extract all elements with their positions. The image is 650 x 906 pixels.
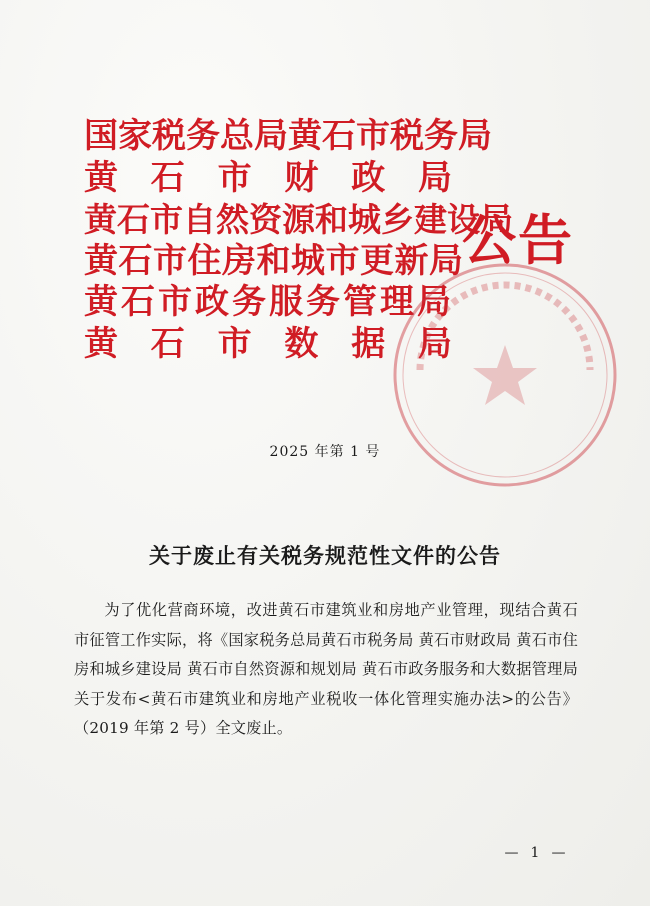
agency-char: 黄 [84,323,118,364]
agency-data-bureau [84,324,452,366]
page-dash-left: — [504,845,519,861]
agency-char: 数 [284,323,319,364]
agency-tax-bureau: 国家税务总局黄石市税务局 [84,116,492,156]
agency-char: 局 [417,157,452,198]
agency-char: 财 [284,157,319,198]
agency-finance-bureau [84,158,452,200]
agency-housing-bureau: 黄石市住房和城市更新局 [84,240,464,281]
document-number: 2025 年第 1 号 [269,444,381,460]
agency-char: 石 [150,323,185,364]
page-number-value: 1 [530,845,540,861]
agency-government-services-bureau: 黄石市政务服务管理局 [84,282,454,322]
document-title: 关于废止有关税务规范性文件的公告 [149,543,501,568]
agency-char: 据 [351,323,386,364]
agency-char: 黄 [84,157,118,198]
agency-char: 市 [217,323,252,364]
agency-char: 局 [417,323,452,364]
announcement-heading: 公告 [462,208,574,272]
agency-natural-resources-bureau: 黄石市自然资源和城乡建设局 [84,200,513,239]
agency-char: 石 [150,157,185,198]
document-body: 为了优化营商环境，改进黄石市建筑业和房地产业管理，现结合黄石市征管工作实际，将《国家税务总局黄石市税务局 黄石市财政局 黄石市住房和城乡建设局 黄石市自然资源和规划局 黄石市政务服务和大数据管理局 关于发布<黄石市建筑业和房地产业税收一体化管理实施办法>的公告》（2019 年第 2 号）全文废止。 [74,601,578,738]
agency-char: 市 [217,157,252,198]
page-number [0,845,650,861]
page-dash-right: — [551,845,566,861]
agency-char: 政 [351,157,386,198]
issuing-agencies [84,116,513,365]
